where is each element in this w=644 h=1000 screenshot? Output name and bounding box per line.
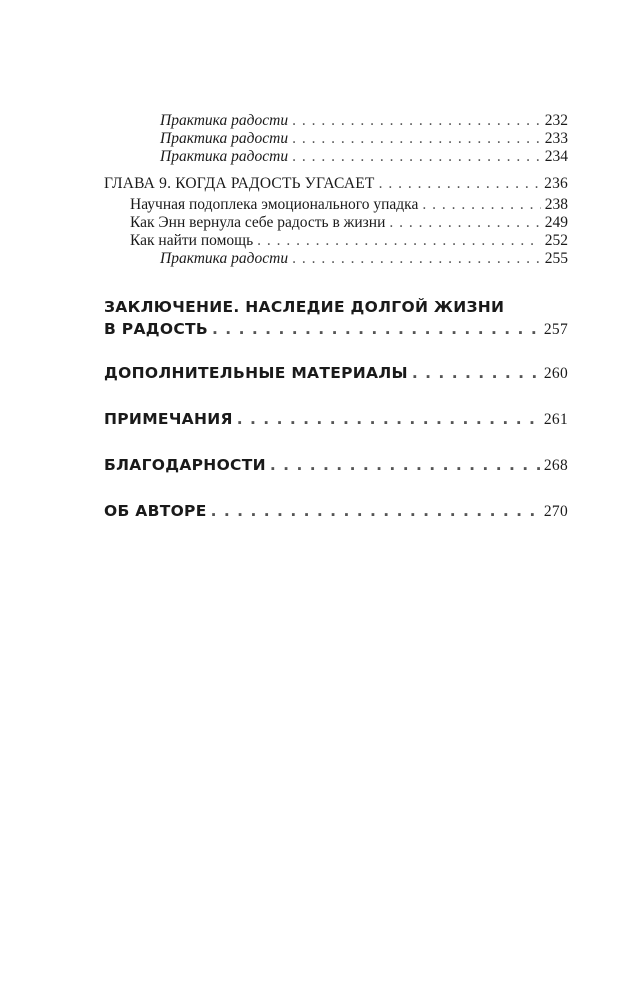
toc-entry-practice[interactable] <box>160 148 568 166</box>
toc-entry-label: ПРИМЕЧАНИЯ <box>104 410 233 428</box>
toc-section-title-line[interactable]: ЗАКЛЮЧЕНИЕ. НАСЛЕДИЕ ДОЛГОЙ ЖИЗНИ <box>104 298 505 316</box>
dot-leader <box>237 410 540 428</box>
toc-page-number: 252 <box>544 232 568 249</box>
toc-entry-label: Практика радости <box>160 130 289 147</box>
toc-page-number: 260 <box>543 365 568 382</box>
dot-leader <box>422 196 540 214</box>
toc-page-number: 234 <box>544 148 568 165</box>
toc-entry-label: В РАДОСТЬ <box>104 320 209 338</box>
toc-entry-chapter-9[interactable] <box>104 175 568 193</box>
toc-entry-label: Как Энн вернула себе радость в жизни <box>130 214 386 231</box>
toc-entry-practice[interactable] <box>160 130 568 148</box>
toc-entry-acknowledgements[interactable] <box>104 456 568 475</box>
dot-leader <box>212 320 540 338</box>
toc-page-number: 249 <box>544 214 568 231</box>
toc-entry-practice[interactable] <box>160 250 568 268</box>
toc-entry-label: Практика радости <box>160 250 289 267</box>
toc-entry-notes[interactable] <box>104 410 568 429</box>
dot-leader <box>412 364 540 382</box>
dot-leader <box>389 214 540 232</box>
dot-leader <box>292 250 541 268</box>
toc-page-number: 257 <box>543 321 568 338</box>
toc-entry-label: Практика радости <box>160 148 289 165</box>
toc-entry-label: Как найти помощь <box>130 232 254 249</box>
toc-entry-label: ОБ АВТОРЕ <box>104 502 207 520</box>
dot-leader <box>292 148 541 166</box>
toc-page-number: 233 <box>544 130 568 147</box>
toc-entry-label: ДОПОЛНИТЕЛЬНЫЕ МАТЕРИАЛЫ <box>104 364 408 382</box>
toc-entry-subsection[interactable] <box>130 232 568 250</box>
toc-entry-subsection[interactable] <box>130 196 568 214</box>
dot-leader <box>379 175 541 193</box>
dot-leader <box>292 112 541 130</box>
toc-entry-practice[interactable] <box>160 112 568 130</box>
dot-leader <box>211 502 540 520</box>
toc-page-number: 232 <box>544 112 568 129</box>
dot-leader <box>257 232 541 250</box>
toc-entry-label: Научная подоплека эмоционального упадка <box>130 196 419 213</box>
toc-page-number: 255 <box>544 250 568 267</box>
toc-entry-about-author[interactable] <box>104 502 568 521</box>
toc-entry-additional-materials[interactable] <box>104 364 568 383</box>
toc-entry-conclusion[interactable] <box>104 320 568 339</box>
toc-page-number: 236 <box>544 175 568 192</box>
toc-entry-label: БЛАГОДАРНОСТИ <box>104 456 266 474</box>
toc-page-number: 268 <box>543 457 568 474</box>
toc-page-number: 238 <box>544 196 568 213</box>
dot-leader <box>270 456 540 474</box>
dot-leader <box>292 130 541 148</box>
toc-entry-label: ГЛАВА 9. КОГДА РАДОСТЬ УГАСАЕТ <box>104 175 375 192</box>
toc-entry-subsection[interactable] <box>130 214 568 232</box>
toc-entry-label: Практика радости <box>160 112 289 129</box>
toc-page-number: 261 <box>543 411 568 428</box>
toc-page-number: 270 <box>543 503 568 520</box>
